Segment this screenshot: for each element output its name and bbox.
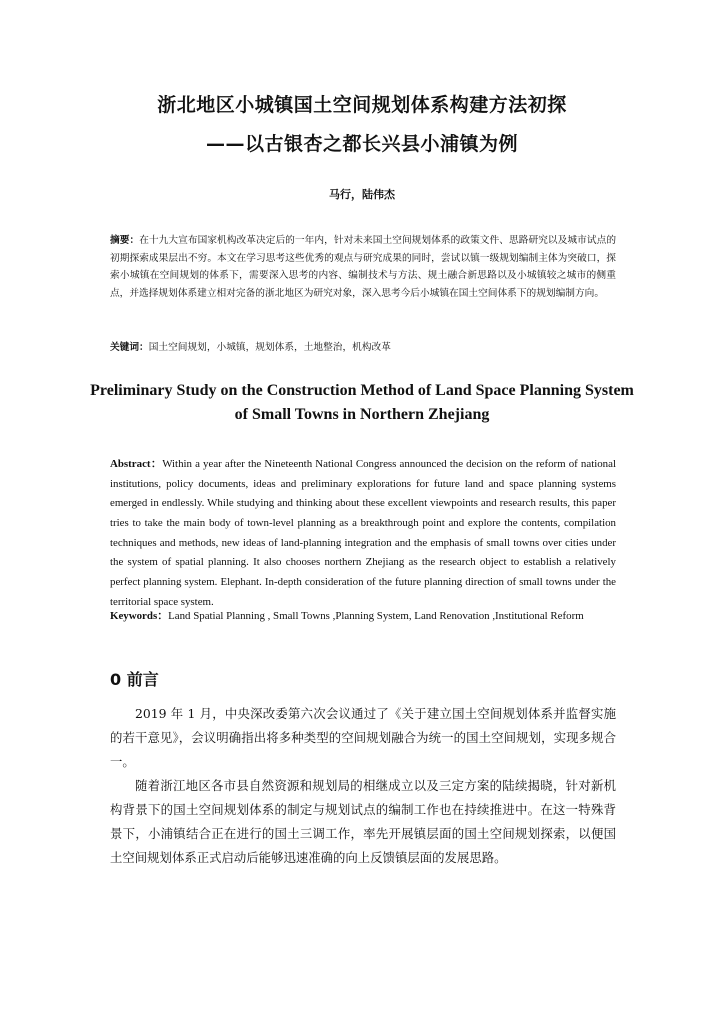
english-title-line-2: of Small Towns in Northern Zhejiang	[234, 406, 490, 423]
chinese-keywords	[110, 339, 616, 357]
chinese-subtitle: ——以古银杏之都长兴县小浦镇为例	[205, 133, 518, 155]
chinese-abstract-label: 摘要：	[110, 235, 140, 246]
english-abstract	[110, 455, 616, 612]
authors: 马行，陆伟杰	[329, 188, 395, 201]
chinese-keywords-label: 关键词：	[110, 342, 149, 353]
chinese-keywords-text: 国土空间规划，小城镇，规划体系，土地整治，机构改革	[148, 342, 391, 353]
english-keywords-text: Land Spatial Planning , Small Towns ,Planning System, Land Renovation ,Institutional Reform	[168, 610, 584, 622]
english-abstract-label: Abstract：	[110, 458, 163, 470]
body-paragraph-1: 2019 年 1 月，中央深改委第六次会议通过了《关于建立国土空间规划体系并监督实施的若干意见》，会议明确指出将多种类型的空间规划融合为统一的国土空间规划，实现多规合一。	[110, 706, 616, 770]
english-abstract-text: Within a year after the Nineteenth National Congress announced the decision on the reform of national institutions, policy documents, ideas and preliminary explorations for future land and space planning systems emerged in endlessly. While studying and thinking about these excellent viewpoints and research results, this paper tries to take the main body of town-level planning as a breakthrough point and explore the contents, compilation techniques and methods, new ideas of land-planning integration and the emphasis of small towns over cities under the system of spatial planning. It also chooses northern Zhejiang as the research object to establish a relatively perfect planning system. Elephant. In-depth consideration of the future planning direction of small towns under the territorial space system.	[110, 458, 616, 608]
chinese-abstract-text: 在十九大宣布国家机构改革决定后的一年内，针对未来国土空间规划体系的政策文件、思路研究以及城市试点的初期探索成果层出不穷。本文在学习思考这些优秀的观点与研究成果的同时，尝试以镇一级规划编制主体为突破口，探索小城镇在空间规划的体系下，需要深入思考的内容、编制技术与方法、规土融合新思路以及小城镇较之城市的侧重点，并选择规划体系建立相对完备的浙北地区为研究对象，深入思考今后小城镇在国土空间体系下的规划编制方向。	[110, 235, 617, 299]
english-keywords-label: Keywords：	[110, 610, 169, 622]
english-keywords	[110, 607, 616, 627]
section-heading: 0 前言	[110, 670, 159, 689]
english-title-line-1: Preliminary Study on the Construction Method of Land Space Planning System	[90, 382, 634, 399]
chinese-title: 浙北地区小城镇国土空间规划体系构建方法初探	[157, 94, 567, 116]
chinese-abstract	[110, 232, 616, 302]
body-paragraph-2: 随着浙江地区各市县自然资源和规划局的相继成立以及三定方案的陆续揭晓，针对新机构背景下的国土空间规划体系的制定与规划试点的编制工作也在持续推进中。在这一特殊背景下，小浦镇结合正在进行的国土三调工作，率先开展镇层面的国土空间规划探索，以便国土空间规划体系正式启动后能够迅速准确的向上反馈镇层面的发展思路。	[110, 778, 616, 866]
